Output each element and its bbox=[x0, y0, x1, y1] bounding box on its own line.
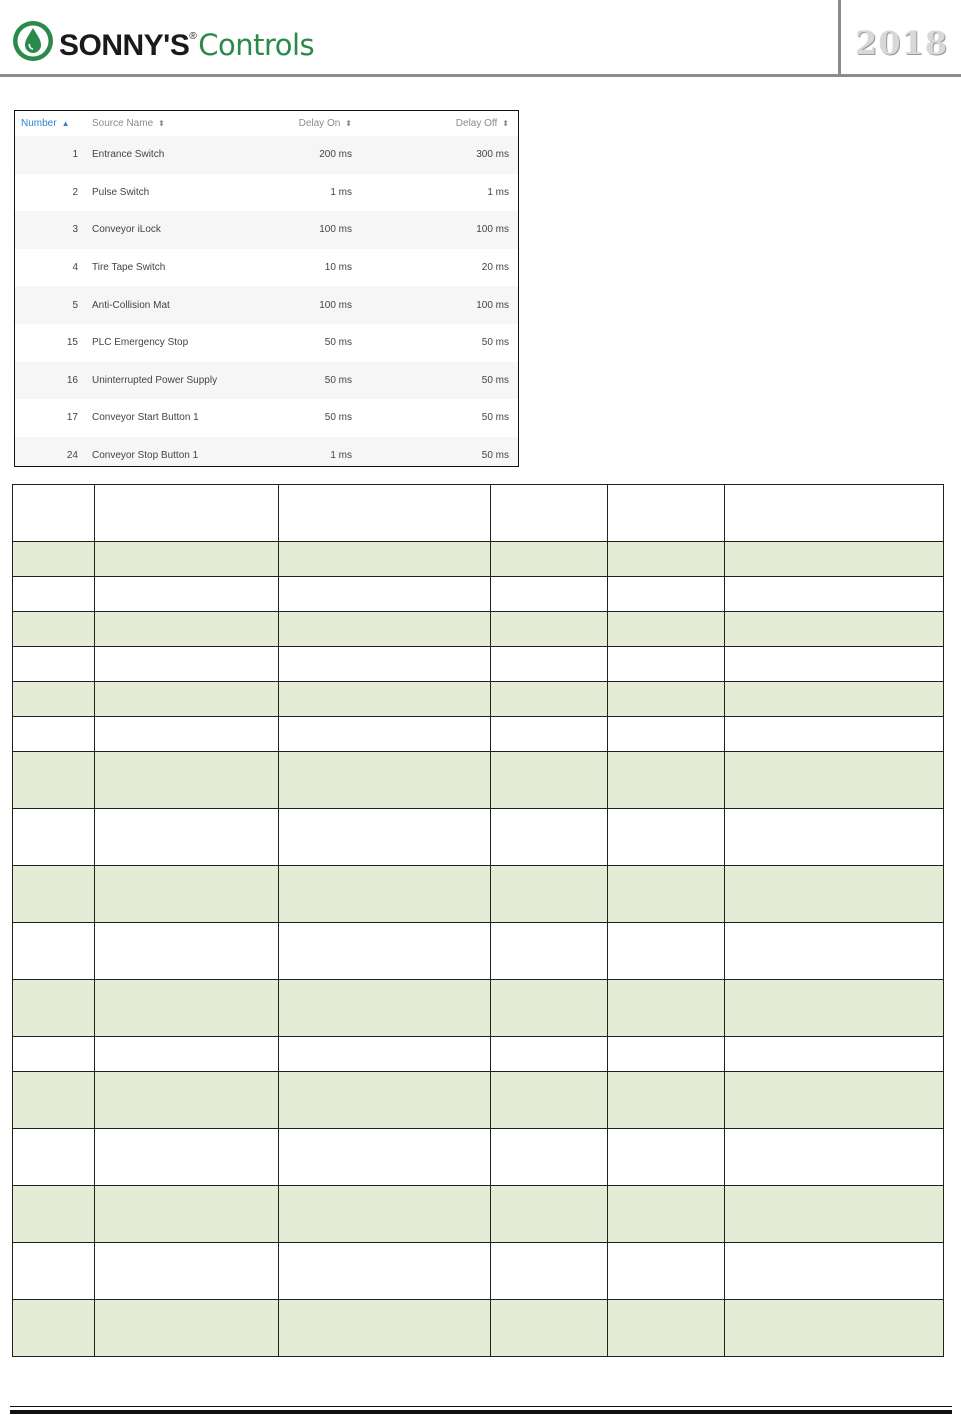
grid-cell bbox=[725, 485, 944, 542]
grid-cell bbox=[279, 1300, 491, 1357]
grid-cell bbox=[279, 717, 491, 752]
grid-row bbox=[13, 752, 944, 809]
grid-row bbox=[13, 1037, 944, 1072]
grid-cell bbox=[725, 752, 944, 809]
cell-delay-on: 50 ms bbox=[324, 412, 352, 424]
cell-delay-on: 50 ms bbox=[272, 362, 352, 400]
grid-cell bbox=[491, 682, 608, 717]
grid-cell bbox=[13, 1243, 95, 1300]
header-rule bbox=[0, 74, 961, 77]
grid-cell bbox=[491, 809, 608, 866]
table-row[interactable] bbox=[15, 211, 518, 249]
grid-cell bbox=[279, 1072, 491, 1129]
grid-row bbox=[13, 866, 944, 923]
grid-row bbox=[13, 1129, 944, 1186]
sort-toggle-icon: ⬍ bbox=[158, 119, 165, 128]
grid-cell bbox=[95, 682, 279, 717]
grid-cell bbox=[95, 717, 279, 752]
column-header-number[interactable] bbox=[15, 111, 86, 136]
grid-cell bbox=[95, 1300, 279, 1357]
grid-cell bbox=[725, 647, 944, 682]
grid-row bbox=[13, 542, 944, 577]
grid-cell bbox=[608, 809, 725, 866]
grid-cell bbox=[725, 809, 944, 866]
grid-cell bbox=[13, 717, 95, 752]
column-header-source-name[interactable] bbox=[86, 111, 272, 136]
grid-cell bbox=[608, 866, 725, 923]
grid-cell bbox=[13, 1186, 95, 1243]
grid-cell bbox=[279, 1243, 491, 1300]
grid-cell bbox=[13, 866, 95, 923]
table-row[interactable] bbox=[15, 286, 518, 324]
cell-number: 4 bbox=[72, 262, 78, 274]
grid-cell bbox=[95, 1072, 279, 1129]
grid-cell bbox=[608, 612, 725, 647]
cell-delay-off: 100 ms bbox=[352, 286, 518, 324]
grid-cell bbox=[279, 1037, 491, 1072]
grid-cell bbox=[491, 1129, 608, 1186]
grid-cell bbox=[95, 923, 279, 980]
grid-cell bbox=[608, 752, 725, 809]
grid-cell bbox=[13, 923, 95, 980]
document-year: 2018 bbox=[855, 24, 949, 62]
grid-row bbox=[13, 809, 944, 866]
grid-cell bbox=[95, 1129, 279, 1186]
grid-cell bbox=[279, 866, 491, 923]
column-header-label: Number bbox=[21, 118, 57, 129]
grid-cell bbox=[491, 717, 608, 752]
page-header bbox=[0, 0, 961, 78]
grid-cell bbox=[13, 542, 95, 577]
grid-cell bbox=[13, 682, 95, 717]
cell-source-name: PLC Emergency Stop bbox=[92, 337, 189, 349]
grid-cell bbox=[279, 612, 491, 647]
grid-cell bbox=[491, 485, 608, 542]
grid-cell bbox=[13, 1129, 95, 1186]
grid-cell bbox=[725, 866, 944, 923]
grid-cell bbox=[608, 682, 725, 717]
grid-cell bbox=[491, 1300, 608, 1357]
grid-cell bbox=[608, 577, 725, 612]
cell-number: 15 bbox=[66, 337, 78, 349]
grid-cell bbox=[491, 612, 608, 647]
table-row[interactable] bbox=[15, 174, 518, 212]
grid-cell bbox=[608, 1243, 725, 1300]
grid-cell bbox=[491, 1186, 608, 1243]
grid-cell bbox=[725, 1300, 944, 1357]
grid-cell bbox=[608, 1129, 725, 1186]
grid-cell bbox=[279, 980, 491, 1037]
grid-cell bbox=[725, 682, 944, 717]
blank-grid-table bbox=[12, 484, 944, 1357]
grid-cell bbox=[95, 980, 279, 1037]
grid-row bbox=[13, 682, 944, 717]
grid-cell bbox=[725, 923, 944, 980]
grid-cell bbox=[725, 1243, 944, 1300]
cell-source-name: Entrance Switch bbox=[86, 136, 272, 174]
cell-delay-on: 100 ms bbox=[272, 286, 352, 324]
cell-source-name: Conveyor Start Button 1 bbox=[92, 412, 199, 424]
cell-delay-off: 300 ms bbox=[352, 136, 518, 174]
grid-cell bbox=[95, 752, 279, 809]
grid-cell bbox=[13, 647, 95, 682]
grid-row bbox=[13, 1186, 944, 1243]
footer-rule-thin bbox=[10, 1406, 952, 1407]
cell-number: 1 bbox=[15, 136, 86, 174]
grid-cell bbox=[13, 980, 95, 1037]
grid-row bbox=[13, 1300, 944, 1357]
grid-row bbox=[13, 485, 944, 542]
cell-number: 5 bbox=[15, 286, 86, 324]
cell-delay-off: 20 ms bbox=[481, 262, 509, 274]
cell-delay-off: 50 ms bbox=[481, 337, 509, 349]
cell-source-name: Anti-Collision Mat bbox=[86, 286, 272, 324]
cell-delay-off: 100 ms bbox=[352, 211, 518, 249]
sort-toggle-icon: ⬍ bbox=[345, 119, 352, 128]
cell-source-name: Conveyor iLock bbox=[86, 211, 272, 249]
grid-cell bbox=[279, 485, 491, 542]
grid-cell bbox=[279, 809, 491, 866]
grid-cell bbox=[279, 647, 491, 682]
grid-cell bbox=[608, 717, 725, 752]
grid-row bbox=[13, 1072, 944, 1129]
grid-cell bbox=[279, 542, 491, 577]
grid-cell bbox=[13, 1300, 95, 1357]
cell-number: 2 bbox=[72, 186, 78, 198]
grid-cell bbox=[95, 809, 279, 866]
grid-cell bbox=[725, 717, 944, 752]
grid-cell bbox=[95, 647, 279, 682]
grid-cell bbox=[95, 577, 279, 612]
grid-cell bbox=[13, 752, 95, 809]
column-header-label: Source Name bbox=[92, 118, 154, 129]
grid-row bbox=[13, 980, 944, 1037]
grid-cell bbox=[491, 542, 608, 577]
cell-number: 16 bbox=[15, 362, 86, 400]
cell-delay-on: 10 ms bbox=[324, 262, 352, 274]
grid-cell bbox=[491, 752, 608, 809]
sources-table-screenshot bbox=[14, 110, 519, 467]
cell-delay-off: 1 ms bbox=[487, 186, 509, 198]
brand-suffix: Controls bbox=[198, 27, 315, 62]
grid-cell bbox=[608, 485, 725, 542]
cell-delay-on: 100 ms bbox=[272, 211, 352, 249]
grid-row bbox=[13, 577, 944, 612]
cell-source-name: Pulse Switch bbox=[92, 186, 150, 198]
grid-cell bbox=[279, 577, 491, 612]
grid-cell bbox=[608, 1037, 725, 1072]
grid-cell bbox=[608, 647, 725, 682]
footer-rule bbox=[10, 1410, 952, 1414]
grid-cell bbox=[491, 647, 608, 682]
cell-delay-off: 50 ms bbox=[352, 362, 518, 400]
grid-cell bbox=[725, 1072, 944, 1129]
table-row[interactable] bbox=[15, 249, 518, 287]
grid-row bbox=[13, 1243, 944, 1300]
column-header-delay-off[interactable] bbox=[352, 111, 518, 136]
header-divider bbox=[838, 0, 841, 76]
cell-number: 24 bbox=[15, 437, 86, 467]
grid-cell bbox=[725, 980, 944, 1037]
grid-cell bbox=[491, 1037, 608, 1072]
grid-cell bbox=[13, 1072, 95, 1129]
column-header-label: Delay Off bbox=[455, 118, 498, 129]
grid-cell bbox=[725, 1037, 944, 1072]
grid-cell bbox=[279, 752, 491, 809]
grid-row bbox=[13, 923, 944, 980]
grid-cell bbox=[95, 485, 279, 542]
grid-cell bbox=[608, 1300, 725, 1357]
grid-cell bbox=[491, 1243, 608, 1300]
grid-cell bbox=[279, 1186, 491, 1243]
water-drop-icon bbox=[12, 20, 54, 62]
grid-cell bbox=[95, 542, 279, 577]
cell-delay-off: 50 ms bbox=[481, 412, 509, 424]
registered-mark: ® bbox=[189, 30, 197, 42]
table-row[interactable] bbox=[15, 399, 518, 437]
grid-cell bbox=[608, 923, 725, 980]
cell-source-name: Tire Tape Switch bbox=[92, 262, 166, 274]
cell-delay-on: 1 ms bbox=[272, 437, 352, 467]
grid-cell bbox=[13, 809, 95, 866]
column-header-label: Delay On bbox=[298, 118, 341, 129]
cell-delay-on: 200 ms bbox=[272, 136, 352, 174]
sort-toggle-icon: ⬍ bbox=[502, 119, 509, 128]
grid-row bbox=[13, 647, 944, 682]
grid-cell bbox=[608, 1186, 725, 1243]
brand-logo bbox=[12, 19, 314, 63]
grid-cell bbox=[13, 612, 95, 647]
table-row[interactable] bbox=[15, 362, 518, 400]
grid-cell bbox=[608, 542, 725, 577]
grid-cell bbox=[725, 542, 944, 577]
grid-cell bbox=[725, 1129, 944, 1186]
cell-number: 17 bbox=[66, 412, 78, 424]
grid-cell bbox=[279, 682, 491, 717]
grid-cell bbox=[725, 612, 944, 647]
grid-row bbox=[13, 612, 944, 647]
grid-cell bbox=[491, 923, 608, 980]
grid-cell bbox=[725, 1186, 944, 1243]
grid-cell bbox=[491, 866, 608, 923]
cell-delay-on: 1 ms bbox=[330, 186, 352, 198]
sources-table bbox=[15, 111, 518, 467]
grid-cell bbox=[95, 1186, 279, 1243]
grid-cell bbox=[13, 577, 95, 612]
cell-source-name: Conveyor Stop Button 1 bbox=[86, 437, 272, 467]
grid-cell bbox=[95, 612, 279, 647]
brand-name: SONNY'S bbox=[59, 28, 190, 62]
table-header-row bbox=[15, 111, 518, 136]
sort-ascending-icon: ▲ bbox=[61, 119, 70, 128]
table-row[interactable] bbox=[15, 324, 518, 362]
cell-delay-off: 50 ms bbox=[352, 437, 518, 467]
grid-cell bbox=[13, 485, 95, 542]
grid-cell bbox=[608, 1072, 725, 1129]
grid-cell bbox=[13, 1037, 95, 1072]
column-header-delay-on[interactable] bbox=[272, 111, 352, 136]
grid-cell bbox=[608, 980, 725, 1037]
table-row[interactable] bbox=[15, 136, 518, 174]
grid-cell bbox=[95, 1243, 279, 1300]
grid-cell bbox=[725, 577, 944, 612]
grid-cell bbox=[95, 1037, 279, 1072]
grid-cell bbox=[491, 577, 608, 612]
table-row[interactable] bbox=[15, 437, 518, 467]
cell-source-name: Uninterrupted Power Supply bbox=[86, 362, 272, 400]
cell-delay-on: 50 ms bbox=[324, 337, 352, 349]
grid-row bbox=[13, 717, 944, 752]
grid-cell bbox=[95, 866, 279, 923]
cell-number: 3 bbox=[15, 211, 86, 249]
grid-cell bbox=[279, 923, 491, 980]
grid-cell bbox=[491, 980, 608, 1037]
grid-cell bbox=[491, 1072, 608, 1129]
grid-cell bbox=[279, 1129, 491, 1186]
